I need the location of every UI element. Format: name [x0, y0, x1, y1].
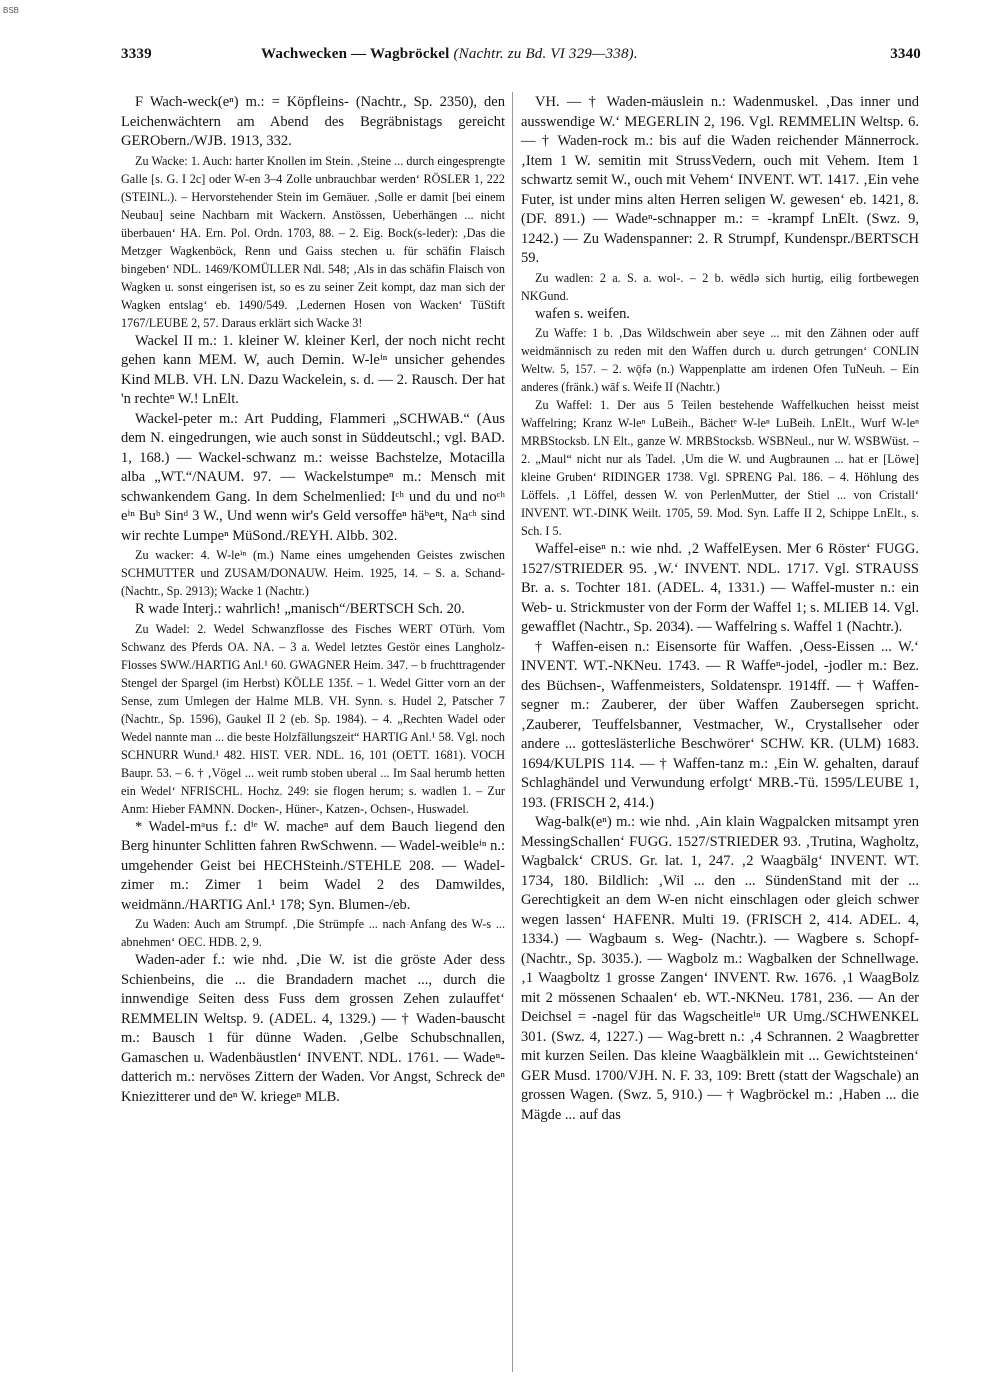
- column-divider: [512, 92, 513, 1372]
- dictionary-entry: F Wach-weck(eⁿ) m.: = Köpfleins- (Nachtr., Sp. 2350), den Leichenwächtern am Abend des Begräbnistags gereicht GERObern./WJB. 1913, 332.: [121, 94, 505, 149]
- dictionary-entry: VH. — † Waden-mäuslein n.: Wadenmuskel. ‚Das inner und ausswendige W.‘ MEGERLIN 2, 196. Vgl. REMMELIN Weltsp. 6. — † Waden-rock m.: bis auf die Waden reichender Männerrock. ‚Item 1 W. semitin mit StrussVedern, ouch mit Vehem. Item 1 schwartz semit W., ouch mit Vehem‘ INVENT. WT. 1417. ‚Ein vehe Futer, ist under mins alten Herren seligen W. gewesen‘ eb. 1421, 8. (DF. 891.) — Wadeⁿ-schnapper m.: = -krampf LnElt. (Swz. 9, 1242.) — Zu Wadenspanner: 2. R Strumpf, Kundenspr./BERTSCH 59.: [521, 94, 919, 266]
- header-title-group: [261, 46, 638, 63]
- dictionary-entry: Wackel II m.: 1. kleiner W. kleiner Kerl, der noch nicht recht gehen kann MEM. W, auch Demin. W-leⁱⁿ unsicher gehendes Kind MLB. VH. LN. Dazu Wackelein, s. d. — 2. Rausch. Der hat 'n rechteⁿ W.! LnElt.: [121, 332, 505, 407]
- left-column: [121, 93, 505, 1107]
- dictionary-entry: Waden-ader f.: wie nhd. ‚Die W. ist die gröste Ader dess Schienbeins, die ... die Brandadern machet ..., durch die innwendige Seiten dess Fuss dem grossen Zehen zulauffet‘ REMMELIN Weltsp. 9. (ADEL. 4, 1329.) — † Waden-bauscht m.: Bausch 1 für dünne Waden. ‚Gelbe Schubschnallen, Gamaschen u. Wadenbäustlen‘ INVENT. NDL. 1761. — Wadeⁿ-datterich m.: nervöses Zittern der Waden. Vor Angst, Schreck deⁿ Kniezitterer und deⁿ W. kriegeⁿ MLB.: [121, 952, 505, 1105]
- dictionary-entry: Zu Wadel: 2. Wedel Schwanzflosse des Fisches WERT OTürh. Vom Schwanz des Pferds OA. NA. – 3 a. Wedel letztes Gestör eines Langholz-Flosses SWW./HARTIG Anl.¹ 60. GWAGNER Heim. 347. – b fruchttragender Stengel der Spargel (im Herbst) KÖLLE 135f. – 1. Wedel Gitter vorn an der Sense, zum Umlegen der Halme MLB. VH. Synn. s. Hudel 2, Patscher 7 (Nachtr., Sp. 1596), Gaukel II 2 (eb. Sp. 1984). – 4. „Rechten Wadel oder Wedel nannte man ... die beste Holzfällungszeit“ HARTIG Anl.¹ 58. Vgl. noch SCHNURR Wund.¹ 482. HIST. VER. NDL. 16, 101 (OETT. 1681). VOCH Baupr. 53. – 6. † ‚Vögel ... weit rumb stoben uberal ... Im Saal herumb hetten ein Wedel‘ NFRISCHL. Hochz. 249: sie flogen herum; s. wadlen 1. – Zur Anm: Hieber FAMNN. Docken-, Hüner-, Katzen-, Ochsen-, Huswadel.: [121, 621, 505, 816]
- dictionary-entry: Zu wadlen: 2 a. S. a. wol-. – 2 b. wēdlə sich hurtig, eilig fortbewegen NKGund.: [521, 270, 919, 303]
- library-watermark: BSB: [3, 6, 20, 15]
- dictionary-entry: Wag-balk(eⁿ) m.: wie nhd. ‚Ain klain Wagpalcken mitsampt yren MessingSchallen‘ FUGG. 1527/STRIEDER 93. ‚Trutina, Wagholtz, Wagbalck‘ CRUS. Gr. lat. 1, 247. ‚2 Waagbälg‘ INVENT. WT. 1734, 180. Bildlich: ‚Wil ... den ... SündenStand mit der ... Gerechtigkeit an dem W-en nicht einschlagen oder gleich schwer wegen lassen‘ HAFENR. Multi 19. (FRISCH 2, 414. ADEL. 4, 1334.) — Wagbaum s. Weg- (Nachtr.). — Wagbere s. Schopf- (Nachtr., Sp. 3035.). — Wagbolz m.: Wagbalken der Schnellwage. ‚1 Waagboltz 1 grosse Zangen‘ INVENT. Rw. 1676. ‚1 WaagBolz mit 2 mössenen Schaalen‘ eb. WT.-NKNeu. 1781, 236. — An der Deichsel = -nagel für das Wagscheitleⁱⁿ UR Umg./SCHWENKEL 301. (Swz. 4, 1227.) — Wag-brett n.: ‚4 Schrannen. 2 Waagbretter mit kurzen Seilen. Das kleine Waagbälklein mit ... Gewichtsteinen‘ GER Musd. 1700/VJH. N. F. 33, 109: Brett (statt der Wagschale) an grossen Wagen. (Swz. 5, 910.) — † Wagbröckel m.: ‚Haben ... die Mägde ... auf das: [521, 814, 919, 1123]
- dictionary-entry: wafen s. weifen.: [535, 305, 631, 322]
- dictionary-entry: Zu Waden: Auch am Strumpf. ‚Die Strümpfe ... nach Anfang des W-s ... abnehmen‘ OEC. HDB. 2, 9.: [121, 917, 505, 949]
- dictionary-entry: * Wadel-mᵃus f.: dⁱᵉ W. macheⁿ auf dem Bauch liegend den Berg hinunter Schlitten fahren RwSchwenn. — Wadel-weibleⁱⁿ n.: umgehender Geist bei HECHSteinh./STEHLE 208. — Wadel-zimer m.: Zimer 1 beim Wadel 2 des Damwildes, weidmänn./HARTIG Anl.¹ 178; Syn. Blumen-/eb.: [121, 818, 505, 913]
- dictionary-entry: Zu Waffel: 1. Der aus 5 Teilen bestehende Waffelkuchen heisst meist Waffelring; Kranz W-leⁿ LuBeih., Bächetᵉ W-leⁿ LuBeih. LnElt., Wurf W-leⁿ MRBStocksb. LN Elt., ganze W. MRBStocksb. WSBNeul., nur W. WSBWüst. – 2. „Maul“ nicht nur als Tadel. ‚Um die W. und Augbraunen ... hat er [Löwe] kleine Gruben‘ RIDINGER 1738. Vgl. SPRENG Pal. 186. – 4. Höhlung des Löffels. ‚1 Löffel, dessen W. von PerlenMutter, der Stiel ... von Cristall‘ INVENT. WT.-DINK Weilt. 1705, 59. Mod. Syn. Laffe II 2, Schippe LnElt., s. Sch. I 5.: [521, 398, 919, 538]
- header-title: Wachwecken — Wagbröckel: [261, 46, 450, 62]
- dictionary-entry: Waffel-eiseⁿ n.: wie nhd. ‚2 WaffelEysen. Mer 6 Röster‘ FUGG. 1527/STRIEDER 95. ‚W.‘ INVENT. NDL. 1717. Vgl. STRAUSS Br. a. s. Tochter 181. (ADEL. 4, 1331.) — Waffel-muster n.: ein Web- u. Strickmuster von der Form der Waffel 1; s. MLIEB 14. Vgl. gewafflet (Nachtr., Sp. 2034). — Waffelring s. Waffel 1 (Nachtr.).: [521, 541, 919, 635]
- header-subtitle: (Nachtr. zu Bd. VI 329—338).: [453, 46, 638, 62]
- right-column: [521, 93, 919, 1125]
- page-number-right: 3340: [890, 46, 921, 62]
- dictionary-entry: Zu Wacke: 1. Auch: harter Knollen im Stein. ‚Steine ... durch eingesprengte Galle [s. G. I 2c] oder W-en 3–4 Zolle unbrauchbar werden‘ RÖSLER 1, 222 (STEINL.). – Hervorstehender Stein im Gemäuer. ‚Solle er damit [bei einem Neubau] seine Nachbarn mit Wackern. Anstössen, Ueberhängen ... nicht überbauen‘ HA. Ern. Pol. Ordn. 1703, 88. – 2. Eig. Bock(s-leder): ‚Das die Metzger Wagkenböck, Renn und Gaiss stechen u. für schäfin Flaisch bingeben‘ NDL. 1469/KOMÜLLER Ndl. 548; ‚Als in das schäfin Flaisch von Wagken u. sonst eingerisen ist, so es zu seiner Zeit kompt, daz man sich der Wagken entslag‘ eb. 1490/549. ‚Ledernen Hosen von Wacken‘ TüStift 1767/LEUBE 2, 57. Daraus erklärt sich Wacke 3!: [121, 153, 505, 330]
- dictionary-entry: Wackel-peter m.: Art Pudding, Flammeri „SCHWAB.“ (Aus dem N. eingedrungen, wie auch sonst in Süddeutschl.; vgl. BAD. 1, 168.) — Wackel-schwanz m.: weisse Bachstelze, Motacilla alba „WT.“/NAUM. 97. — Wackelstumpeⁿ m.: Mensch mit schwankendem Gang. In dem Schelmenlied: Iᶜʰ und du und noᶜʰ eⁱⁿ Buᵇ Sinᵈ 3 W., Und wenn wir's Geld versoffeⁿ häᵇeⁿt, Naᶜʰ sind wir rechte Lumpeⁿ MüSond./REYH. Albb. 302.: [121, 410, 505, 544]
- page-number-left: 3339: [121, 46, 152, 62]
- dictionary-entry: Zu wacker: 4. W-leⁱⁿ (m.) Name eines umgehenden Geistes zwischen SCHMUTTER und ZUSAM/DONAUW. Heim. 1925, 14. – S. a. Schand- (Nachtr., Sp. 2913); Wacke 1 (Nachtr.): [121, 548, 505, 598]
- dictionary-entry: Zu Waffe: 1 b. ‚Das Wildschwein aber seye ... mit den Zähnen oder auff weidmännisch zu reden mit den Waffen durch u. durch getrungen‘ CONLIN Weltw. 5, 157. – 2. wǭfə (n.) Wappenplatte am irdenen Ofen TuNeuh. – Ein anderes (fränk.) wāf s. Weife II (Nachtr.): [521, 326, 919, 394]
- dictionary-entry: R wade Interj.: wahrlich! „manisch“/BERTSCH Sch. 20.: [135, 601, 465, 617]
- running-header: [121, 46, 921, 70]
- dictionary-entry: † Waffen-eisen n.: Eisensorte für Waffen. ‚Oess-Eissen ... W.‘ INVENT. WT.-NKNeu. 1743. — R Waffeⁿ-jodel, -jodler m.: Bez. des Büchsen-, Waffenmeisters, Soldatenspr. 1914ff. — † Waffen-segner m.: Zauberer, der über Waffen Zaubersegen spricht. ‚Zauberer, Teuffelsbanner, Vestmacher, W., Crystallseher oder andere ... gotteslästerliche Beschwörer‘ SCHW. KR. (ULM) 1683. 1694/KULPIS 114. — † Waffen-tanz m.: ‚Ein W. gehalten, darauf Schlaghändel und Verwundung erfolgt‘ MRB.-Tü. 1595/LEUBE 1, 193. (FRISCH 2, 414.): [521, 638, 919, 811]
